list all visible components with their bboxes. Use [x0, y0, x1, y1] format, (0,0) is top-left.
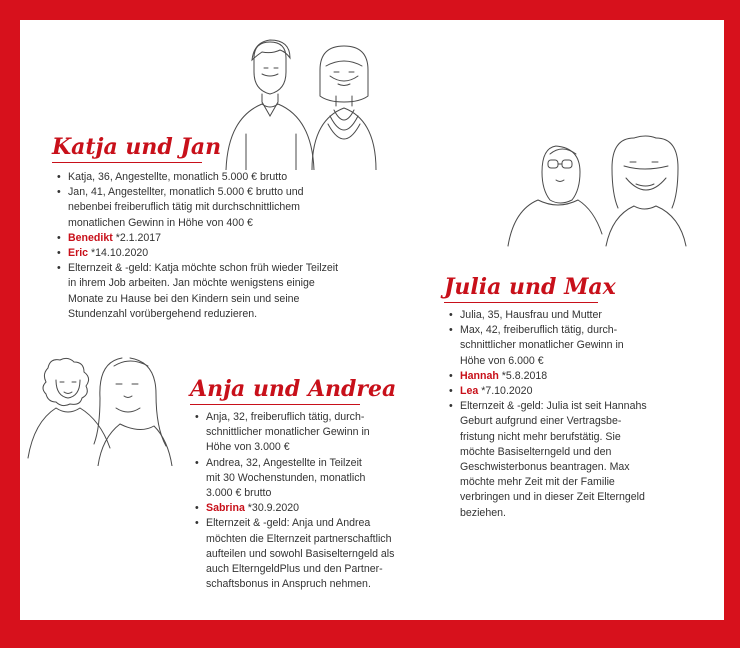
fact-line: schaftsbonus in Anspruch nehmen.: [206, 578, 371, 591]
fact-line: mit 30 Wochenstunden, monatlich: [206, 471, 366, 484]
list-item: • Julia, 35, Hausfrau und Mutter: [460, 308, 724, 323]
facts-julia-max: [446, 308, 724, 521]
portrait-julia-max-icon: [506, 126, 702, 250]
title-julia-max: Julia und Max: [444, 274, 616, 300]
fact-line: verbringen und in dieser Zeit Elterngeld: [460, 491, 645, 504]
portrait-anja-andrea-icon: [26, 348, 178, 466]
child-birthdate: *14.10.2020: [88, 247, 149, 260]
list-item: [206, 456, 456, 502]
list-item: [460, 384, 724, 399]
facts-anja-andrea: [192, 410, 456, 592]
fact-line: Geburt aufgrund einer Vertragsbe-: [460, 415, 622, 428]
list-item: [206, 410, 456, 456]
list-item: [206, 516, 456, 592]
list-item: • Jan, 41, Angestellter, monatlich 5.000 € brutto und nebenbei freiberuflich tätig mit durchschnittlichem monatlichen Gewinn in Höhe von 400 €: [68, 185, 348, 231]
list-item: [460, 369, 724, 384]
fact-line: möchten die Elternzeit partnerschaftlich: [206, 532, 392, 545]
child-name: Benedikt: [68, 231, 113, 244]
child-name: Hannah: [460, 369, 499, 382]
title-underline: [190, 404, 360, 405]
list-item: [460, 323, 724, 369]
portrait-katja-jan-icon: [216, 38, 392, 170]
fact-line: Max, 42, freiberuflich tätig, durch-: [460, 324, 618, 337]
title-katja-jan: Katja und Jan: [52, 134, 222, 160]
list-item: [460, 399, 724, 521]
child-birthdate: *2.1.2017: [112, 231, 162, 244]
list-item: [68, 246, 348, 261]
title-anja-andrea: Anja und Andrea: [190, 376, 397, 402]
child-birthdate: *5.8.2018: [498, 369, 548, 382]
fact-line: Anja, 32, freiberuflich tätig, durch-: [206, 411, 365, 423]
fact-line: schnittlicher monatlicher Gewinn in: [206, 426, 370, 439]
fact-line: Elternzeit & -geld: Anja und Andrea: [206, 517, 371, 530]
title-underline: [444, 302, 598, 303]
fact-line: Höhe von 3.000 €: [206, 441, 290, 454]
list-item: • Elternzeit & -geld: Katja möchte schon früh wieder Teilzeit in ihrem Job arbeiten. Jan möchte wenigstens einige Monate zu Hause bei den Kindern sein und seine Stundenzahl vorübergehend reduzieren.: [68, 261, 348, 322]
child-birthdate: *7.10.2020: [478, 385, 533, 398]
list-item: [206, 501, 456, 516]
fact-line: Andrea, 32, Angestellte in Teilzeit: [206, 456, 362, 469]
list-item: [68, 231, 348, 246]
fact-line: möchte mehr Zeit mit der Familie: [460, 476, 615, 489]
fact-line: Elternzeit & -geld: Julia ist seit Hannahs: [460, 400, 647, 413]
list-item: • Katja, 36, Angestellte, monatlich 5.000 € brutto: [68, 170, 348, 185]
fact-line: möchte Basiselterngeld und den: [460, 445, 612, 458]
title-underline: [52, 162, 202, 163]
fact-line: Geschwisterbonus beantragen. Max: [460, 461, 630, 474]
fact-line: schnittlicher monatlicher Gewinn in: [460, 339, 624, 352]
facts-katja-jan: [54, 170, 348, 322]
fact-line: fristung nicht mehr berufstätig. Sie: [460, 430, 621, 443]
child-name: Eric: [68, 247, 89, 260]
fact-line: aufteilen und sowohl Basiselterngeld als: [206, 547, 395, 560]
child-name: Sabrina: [206, 502, 245, 515]
child-birthdate: *30.9.2020: [244, 502, 300, 515]
content-panel: [20, 20, 724, 620]
fact-line: Höhe von 6.000 €: [460, 354, 544, 367]
fact-line: beziehen.: [460, 506, 506, 519]
fact-line: 3.000 € brutto: [206, 487, 272, 500]
child-name: Lea: [460, 385, 479, 398]
fact-line: auch ElterngeldPlus und den Partner-: [206, 563, 383, 576]
